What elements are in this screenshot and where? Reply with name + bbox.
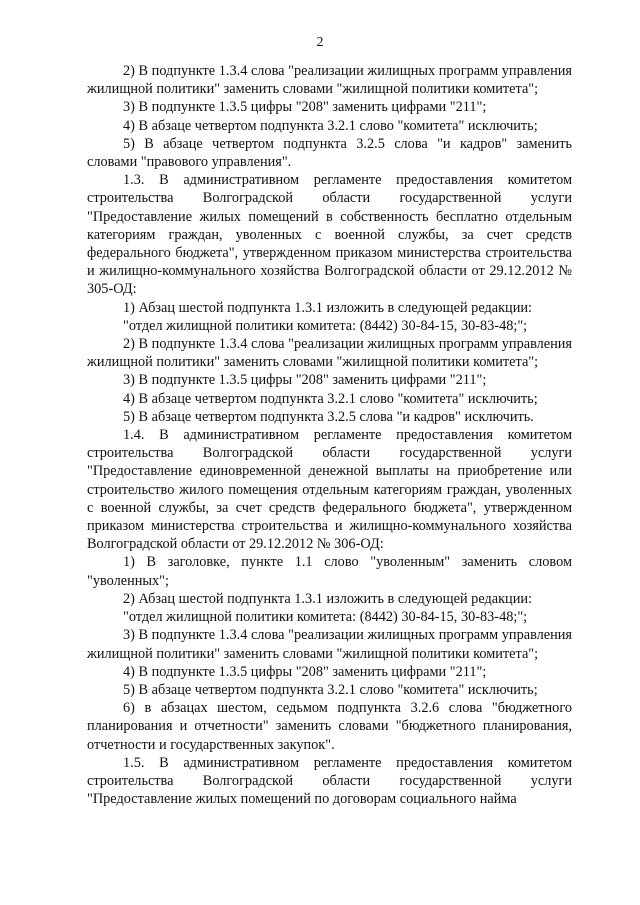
- paragraph-1-2-item-3: 3) В подпункте 1.3.5 цифры "208" заменить цифрами "211";: [123, 99, 487, 116]
- document-body: [87, 62, 572, 808]
- paragraph-1-4-item-5: 5) В абзаце четвертом подпункта 3.2.1 слово "комитета" исключить;: [123, 681, 538, 698]
- paragraph-1-2-item-5: 5) В абзаце четвертом подпункта 3.2.5 слова "и кадров" заменить словами "правового управления".: [87, 135, 572, 171]
- paragraph-1-4-item-1: 1) В заголовке, пункте 1.1 слово "уволенным" заменить словом "уволенных";: [87, 554, 572, 589]
- page-number: 2: [316, 35, 324, 50]
- section-1-5-heading: 1.5. В административном регламенте предоставления комитетом строительства Волгоградской области государственной услуги "Предоставление жилых помещений по договорам социального найма: [87, 754, 572, 808]
- paragraph-1-3-item-5: 5) В абзаце четвертом подпункта 3.2.5 слова "и кадров" исключить.: [123, 408, 534, 425]
- paragraph-1-3-item-1: 1) Абзац шестой подпункта 1.3.1 изложить в следующей редакции:: [123, 299, 532, 316]
- paragraph-1-3-item-2: 2) В подпункте 1.3.4 слова "реализации жилищных программ управления жилищной политики" заменить словами "жилищной политики комитета";: [87, 336, 572, 371]
- paragraph-1-4-item-6: 6) в абзацах шестом, седьмом подпункта 3.2.6 слова "бюджетного планирования и отчетности" заменить словами "бюджетного планирования, отчетности и государственных закупок".: [87, 700, 572, 753]
- paragraph-1-4-item-4: 4) В подпункте 1.3.5 цифры "208" заменить цифрами "211";: [123, 663, 487, 680]
- paragraph-1-2-item-2: 2) В подпункте 1.3.4 слова "реализации жилищных программ управления жилищной политики" заменить словами "жилищной политики комитета";: [87, 63, 572, 98]
- paragraph-1-2-item-4: 4) В абзаце четвертом подпункта 3.2.1 слово "комитета" исключить;: [123, 117, 538, 134]
- paragraph-1-3-item-3: 3) В подпункте 1.3.5 цифры "208" заменить цифрами "211";: [123, 372, 487, 389]
- paragraph-1-3-item-4: 4) В абзаце четвертом подпункта 3.2.1 слово "комитета" исключить;: [123, 390, 538, 407]
- paragraph-1-4-quote: "отдел жилищной политики комитета: (8442) 30-84-15, 30-83-48;";: [123, 609, 528, 626]
- section-1-3-heading: 1.3. В административном регламенте предоставления комитетом строительства Волгоградской области государственной услуги "Предоставление жилых помещений в собственность бесплатно отдельным категориям граждан, уволенных с военной службы, за счет средств федерального бюджета", утвержденном приказом министерства строительства и жилищно-коммунального хозяйства Волгоградской области от 29.12.2012 № 305-ОД:: [87, 172, 572, 298]
- paragraph-1-4-item-2: 2) Абзац шестой подпункта 1.3.1 изложить в следующей редакции:: [123, 590, 532, 607]
- paragraph-1-3-quote: "отдел жилищной политики комитета: (8442) 30-84-15, 30-83-48;";: [123, 317, 528, 334]
- section-1-4-heading: 1.4. В административном регламенте предоставления комитетом строительства Волгоградской области государственной услуги "Предоставление единовременной денежной выплаты на приобретение или строительство жилого помещения отдельным категориям граждан, уволенных с военной службы, за счет средств федерального бюджета", утвержденном приказом министерства строительства и жилищно-коммунального хозяйства Волгоградской области от 29.12.2012 № 306-ОД:: [87, 427, 572, 553]
- paragraph-1-4-item-3: 3) В подпункте 1.3.4 слова "реализации жилищных программ управления жилищной политики" заменить словами "жилищной политики комитета";: [87, 627, 572, 662]
